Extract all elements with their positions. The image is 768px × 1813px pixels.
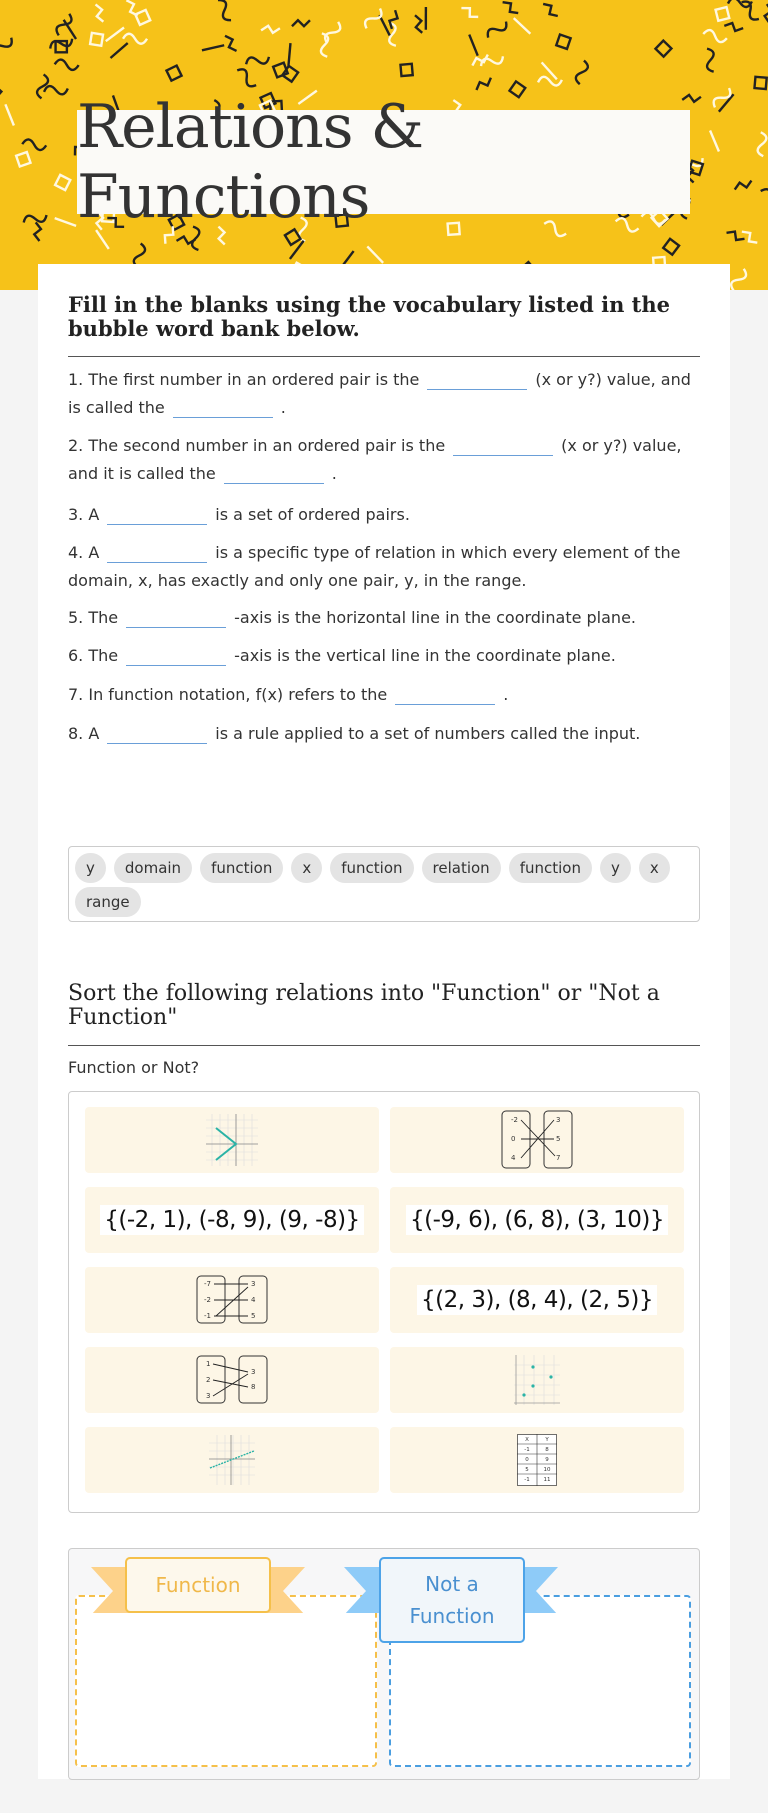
word-chip[interactable]: domain	[114, 853, 192, 883]
blank-input[interactable]	[126, 648, 226, 666]
sort-label: Function or Not?	[68, 1058, 200, 1077]
word-chip[interactable]: function	[509, 853, 592, 883]
svg-text:-7: -7	[204, 1280, 211, 1288]
svg-text:11: 11	[543, 1477, 551, 1483]
word-chip[interactable]: x	[291, 853, 322, 883]
divider	[68, 356, 700, 357]
svg-text:-1: -1	[524, 1447, 530, 1453]
section-heading-sort: Sort the following relations into "Function" or "Not a Function"	[68, 981, 660, 1030]
svg-text:7: 7	[556, 1154, 561, 1162]
svg-text:8: 8	[545, 1447, 549, 1453]
svg-text:1: 1	[206, 1360, 211, 1368]
function-label: Function	[125, 1557, 271, 1613]
svg-text:3: 3	[556, 1116, 561, 1124]
question-4: 4. A is a specific type of relation in which every element of the domain, x, has exactly and only one pair, y, in the range.	[68, 543, 681, 590]
draggable-item-mapping-3[interactable]	[85, 1347, 379, 1413]
sort-items-container	[68, 1091, 700, 1513]
svg-text:2: 2	[206, 1376, 211, 1384]
draggable-item-xy-table[interactable]	[390, 1427, 684, 1493]
word-chip[interactable]: relation	[422, 853, 501, 883]
svg-text:3: 3	[251, 1368, 256, 1376]
scatter-graph-image	[514, 1355, 560, 1405]
draggable-item-scatter-graph[interactable]	[390, 1347, 684, 1413]
mapping-diagram-image	[196, 1275, 268, 1325]
line-graph-image	[209, 1435, 255, 1485]
blank-input[interactable]	[173, 400, 273, 418]
draggable-item-line-graph[interactable]	[85, 1427, 379, 1493]
svg-text:-1: -1	[204, 1312, 211, 1320]
section-heading-fill-blanks: Fill in the blanks using the vocabulary listed in the bubble word bank below.	[68, 292, 670, 341]
question-2: 2. The second number in an ordered pair is the (x or y?) value, and it is called the .	[68, 436, 682, 483]
word-chip[interactable]: y	[75, 853, 106, 883]
svg-text:8: 8	[251, 1383, 256, 1391]
blank-input[interactable]	[224, 466, 324, 484]
word-chip[interactable]: range	[75, 887, 141, 917]
draggable-item-v-graph[interactable]	[85, 1107, 379, 1173]
svg-text:-2: -2	[511, 1116, 518, 1124]
question-3: 3. A is a set of ordered pairs.	[68, 505, 410, 524]
not-function-label: Not a Function	[379, 1557, 525, 1643]
svg-text:4: 4	[511, 1154, 516, 1162]
blank-input[interactable]	[395, 687, 495, 705]
word-chip[interactable]: function	[200, 853, 283, 883]
svg-text:0: 0	[525, 1457, 529, 1463]
svg-text:3: 3	[206, 1392, 211, 1400]
word-chip[interactable]: y	[600, 853, 631, 883]
draggable-item-mapping-2[interactable]	[85, 1267, 379, 1333]
xy-table-image	[517, 1434, 557, 1486]
sorting-bins	[68, 1548, 700, 1780]
svg-text:5: 5	[251, 1312, 256, 1320]
blank-input[interactable]	[453, 438, 553, 456]
svg-text:X: X	[525, 1437, 529, 1443]
question-8: 8. A is a rule applied to a set of numbers called the input.	[68, 724, 641, 743]
question-6: 6. The -axis is the vertical line in the coordinate plane.	[68, 646, 616, 665]
header-banner	[0, 0, 768, 290]
divider	[68, 1045, 700, 1046]
draggable-item-set-2[interactable]: {(-9, 6), (6, 8), (3, 10)}	[390, 1187, 684, 1253]
svg-text:Y: Y	[545, 1437, 549, 1443]
word-chip[interactable]: function	[330, 853, 413, 883]
svg-text:9: 9	[545, 1457, 549, 1463]
svg-text:5: 5	[556, 1135, 561, 1143]
svg-text:4: 4	[251, 1296, 256, 1304]
blank-input[interactable]	[107, 507, 207, 525]
svg-text:3: 3	[251, 1280, 256, 1288]
draggable-item-set-3[interactable]: {(2, 3), (8, 4), (2, 5)}	[390, 1267, 684, 1333]
word-chip[interactable]: x	[639, 853, 670, 883]
svg-text:0: 0	[511, 1135, 516, 1143]
blank-input[interactable]	[427, 372, 527, 390]
question-5: 5. The -axis is the horizontal line in the coordinate plane.	[68, 608, 636, 627]
draggable-item-set-1[interactable]: {(-2, 1), (-8, 9), (9, -8)}	[85, 1187, 379, 1253]
mapping-diagram-image	[196, 1355, 268, 1405]
question-7: 7. In function notation, f(x) refers to the .	[68, 685, 509, 704]
blank-input[interactable]	[126, 610, 226, 628]
blank-input[interactable]	[107, 726, 207, 744]
blank-input[interactable]	[107, 545, 207, 563]
svg-text:-1: -1	[524, 1477, 530, 1483]
draggable-item-mapping-1[interactable]	[390, 1107, 684, 1173]
svg-text:-2: -2	[204, 1296, 211, 1304]
function-drop-zone[interactable]	[75, 1595, 377, 1767]
question-1: 1. The first number in an ordered pair is the (x or y?) value, and is called the .	[68, 370, 691, 417]
v-graph-image	[206, 1114, 258, 1166]
svg-text:5: 5	[525, 1467, 529, 1473]
title-box	[77, 92, 690, 232]
svg-text:10: 10	[543, 1467, 551, 1473]
page-title: Relations & Functions	[77, 92, 423, 232]
word-bank	[68, 846, 700, 922]
mapping-diagram-image	[501, 1110, 573, 1170]
